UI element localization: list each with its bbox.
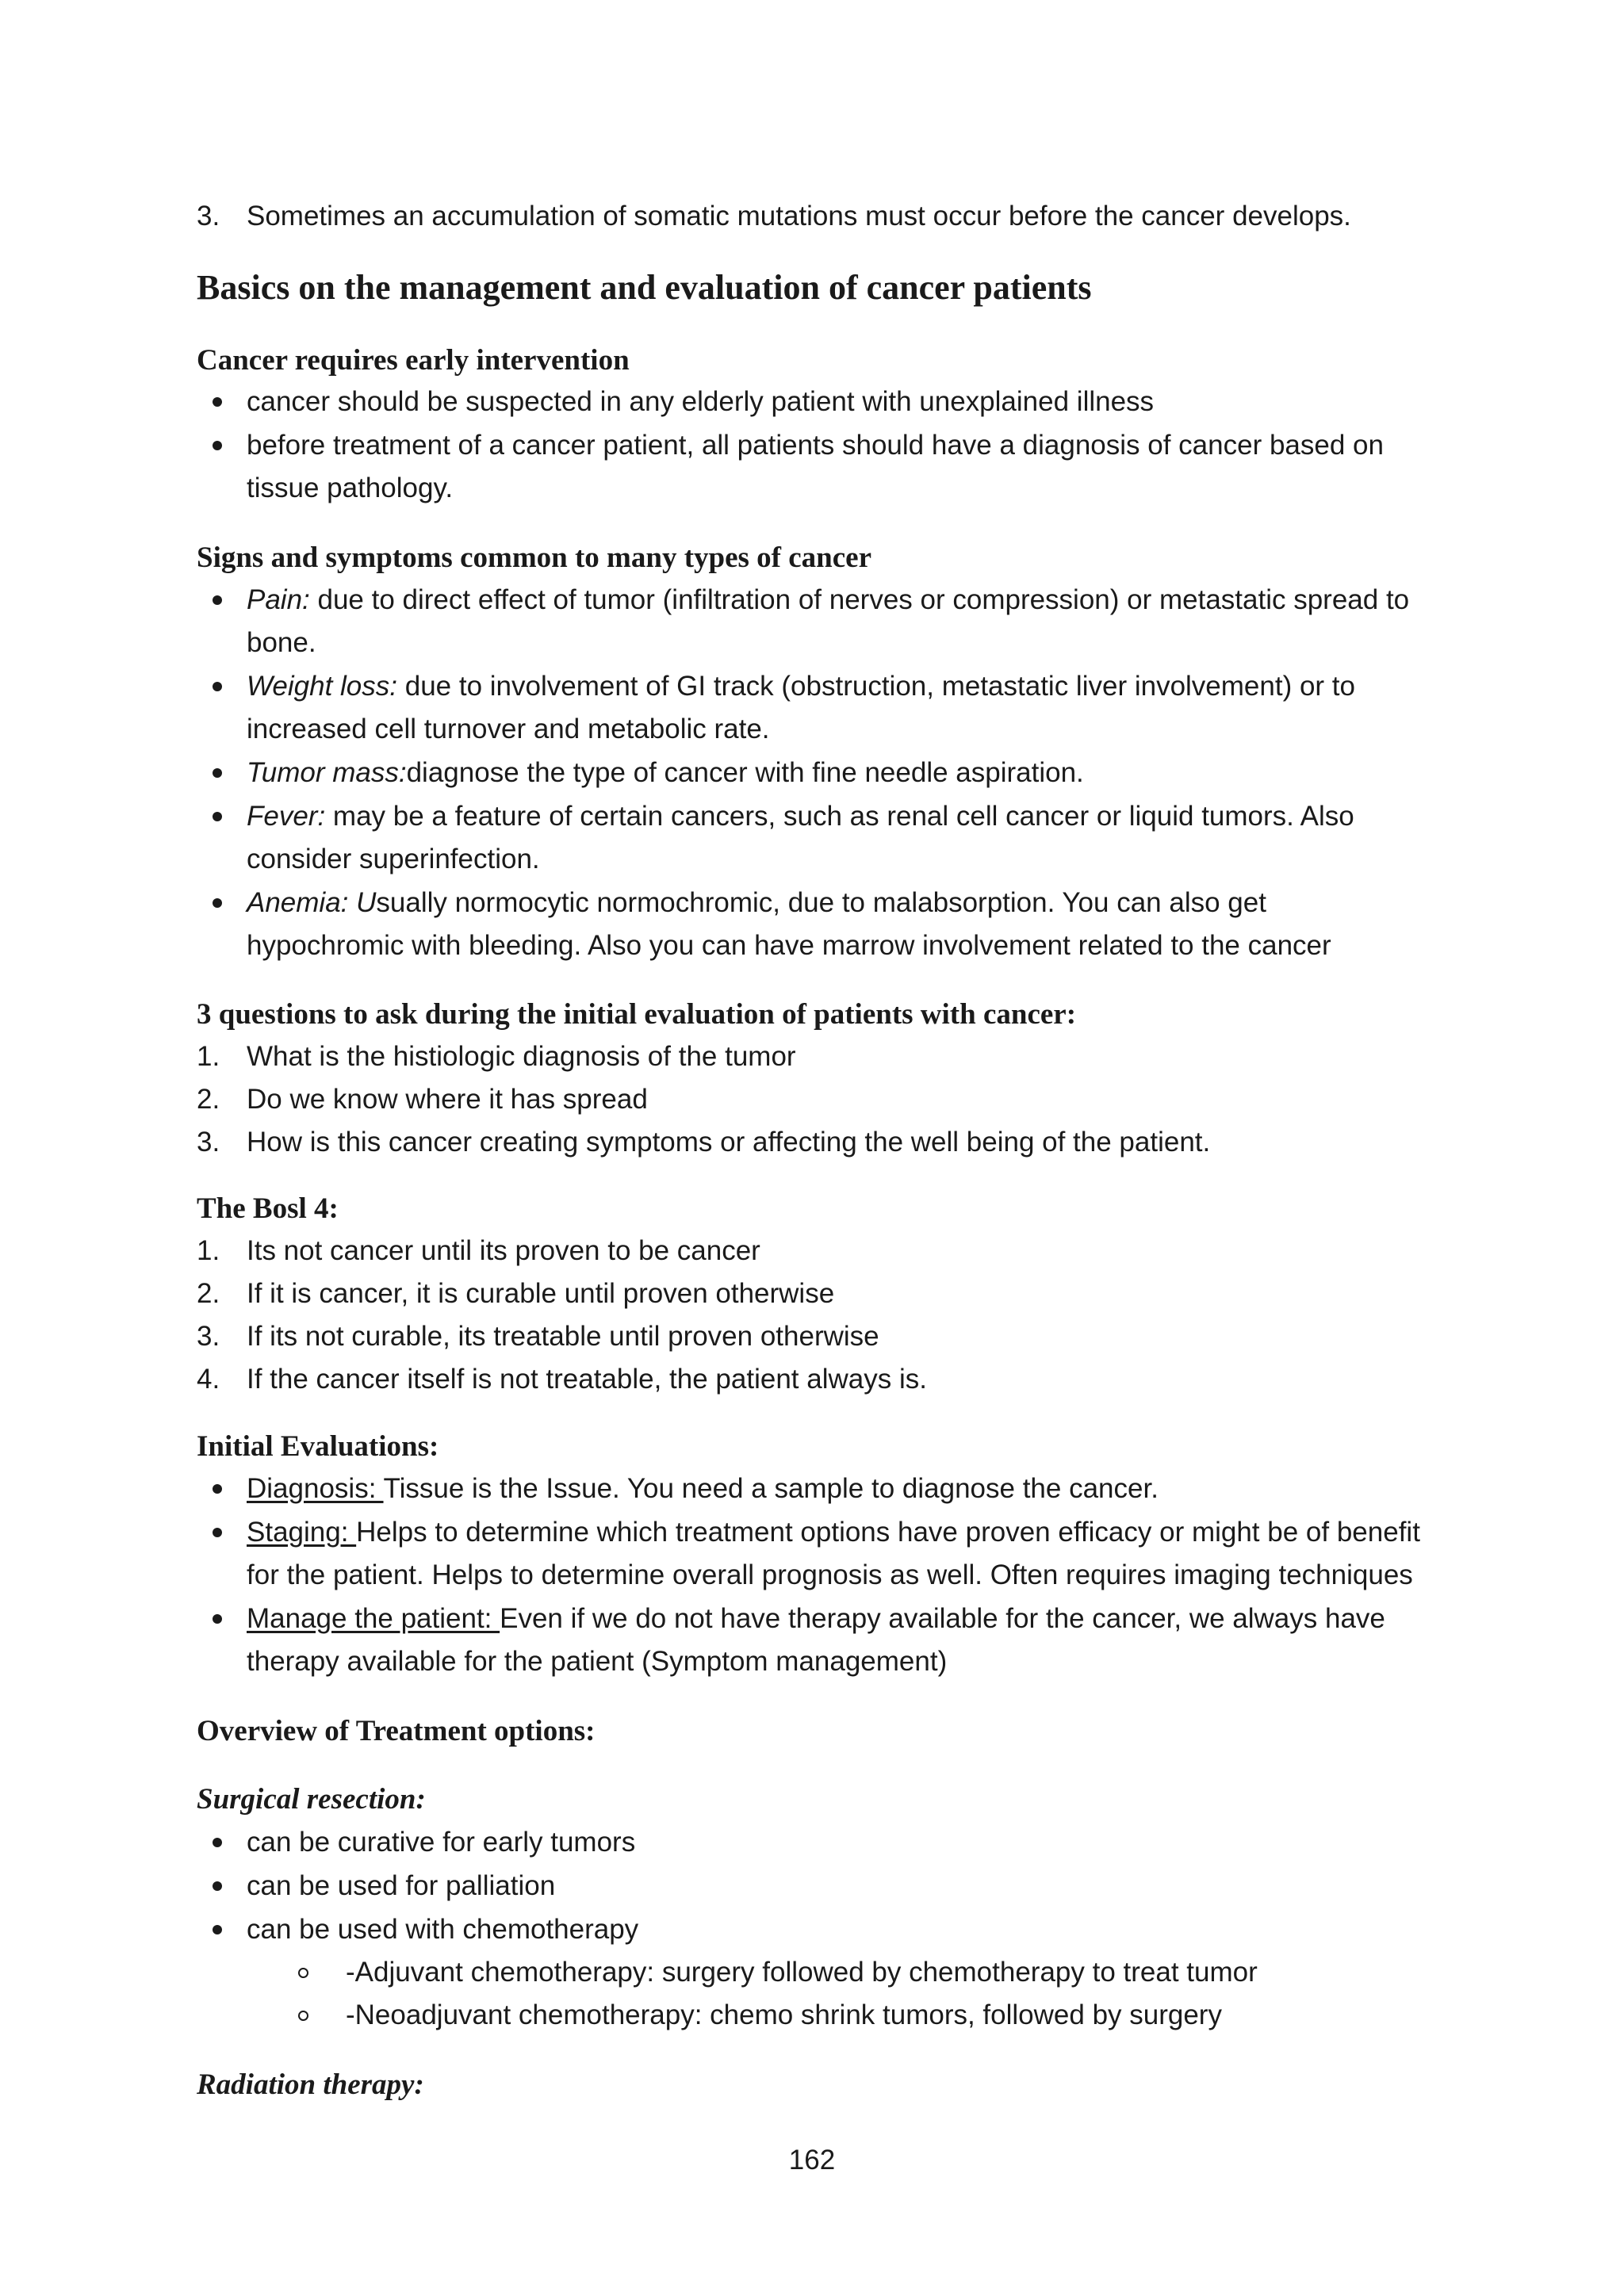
list-item: Diagnosis: Tissue is the Issue. You need a sample to diagnose the cancer. [247,1473,1159,1504]
term: Weight loss: [247,671,397,702]
subheading-three-questions: 3 questions to ask during the initial evaluation of patients with cancer: [197,998,1077,1031]
list-item: can be used for palliation [247,1870,556,1901]
list-number: 3. [197,201,220,232]
sub-bullet [298,1968,308,1978]
term: Staging: [247,1517,357,1548]
list-item: cancer should be suspected in any elderly patient with unexplained illness [247,386,1155,417]
list-item: can be curative for early tumors [247,1827,636,1858]
list-number: 1. [197,1041,220,1072]
list-item-continued: therapy available for the patient (Symptom management) [247,1646,948,1677]
sub-list-item: -Adjuvant chemotherapy: surgery followed by chemotherapy to treat tumor [346,1957,1258,1988]
sub-list-item: -Neoadjuvant chemotherapy: chemo shrink tumors, followed by surgery [346,1999,1222,2030]
list-item-continued: tissue pathology. [247,473,454,503]
term: Diagnosis: [247,1473,384,1504]
bullet [213,1528,222,1537]
page-number: 162 [788,2145,836,2175]
subheading-early-intervention: Cancer requires early intervention [197,344,630,377]
list-item: Weight loss: due to involvement of GI track (obstruction, metastatic liver involvement) or to [247,671,1355,702]
list-item: before treatment of a cancer patient, all patients should have a diagnosis of cancer based on [247,430,1384,461]
bullet [213,1925,222,1934]
list-item-continued: consider superinfection. [247,844,540,874]
list-item-text: Sometimes an accumulation of somatic mutations must occur before the cancer develops. [247,201,1351,232]
list-item: Manage the patient: Even if we do not have therapy available for the cancer, we always have [247,1603,1385,1634]
list-item: Staging: Helps to determine which treatment options have proven efficacy or might be of benefit [247,1517,1420,1548]
list-number: 2. [197,1278,220,1309]
bullet [213,898,222,908]
list-number: 2. [197,1084,220,1115]
bullet [213,768,222,778]
list-item-text: If its not curable, its treatable until proven otherwise [247,1321,879,1352]
list-number: 1. [197,1235,220,1266]
list-item-continued: hypochromic with bleeding. Also you can have marrow involvement related to the cancer [247,930,1331,961]
list-item: Fever: may be a feature of certain cancers, such as renal cell cancer or liquid tumors. Also [247,801,1354,832]
subheading-signs-symptoms: Signs and symptoms common to many types of cancer [197,541,871,574]
bullet [213,397,222,407]
list-item-continued: bone. [247,627,316,658]
sub-bullet [298,2011,308,2021]
term: Pain: [247,584,310,615]
term: Manage the patient: [247,1603,500,1634]
bullet [213,1614,222,1624]
bullet [213,1881,222,1891]
subheading-bosl-4: The Bosl 4: [197,1192,339,1225]
list-item: can be used with chemotherapy [247,1914,639,1945]
subheading-surgical-resection: Surgical resection: [197,1783,426,1816]
bullet [213,812,222,821]
list-item-text: If the cancer itself is not treatable, the patient always is. [247,1364,927,1395]
section-title: Basics on the management and evaluation of cancer patients [197,268,1092,307]
list-item: Tumor mass:diagnose the type of cancer with fine needle aspiration. [247,757,1084,788]
bullet [213,441,222,450]
list-item-text: Its not cancer until its proven to be cancer [247,1235,760,1266]
subheading-initial-evaluations: Initial Evaluations: [197,1430,439,1463]
list-item-text: What is the histiologic diagnosis of the tumor [247,1041,796,1072]
list-item-continued: increased cell turnover and metabolic rate. [247,714,770,744]
list-number: 4. [197,1364,220,1395]
list-item-text: If it is cancer, it is curable until proven otherwise [247,1278,835,1309]
list-number: 3. [197,1321,220,1352]
list-item-text: Do we know where it has spread [247,1084,648,1115]
list-item: Pain: due to direct effect of tumor (infiltration of nerves or compression) or metastatic spread to [247,584,1410,615]
list-item-continued: for the patient. Helps to determine overall prognosis as well. Often requires imaging techniques [247,1559,1413,1590]
list-number: 3. [197,1127,220,1158]
subheading-radiation-therapy: Radiation therapy: [197,2068,424,2101]
term: Anemia: U [247,887,377,918]
bullet [213,1838,222,1847]
bullet [213,682,222,691]
list-item-text: How is this cancer creating symptoms or affecting the well being of the patient. [247,1127,1211,1158]
term: Tumor mass: [247,757,407,788]
list-item: Anemia: Usually normocytic normochromic, due to malabsorption. You can also get [247,887,1266,918]
bullet [213,1484,222,1494]
subheading-overview-treatment: Overview of Treatment options: [197,1715,596,1747]
bullet [213,595,222,605]
term: Fever: [247,801,326,832]
